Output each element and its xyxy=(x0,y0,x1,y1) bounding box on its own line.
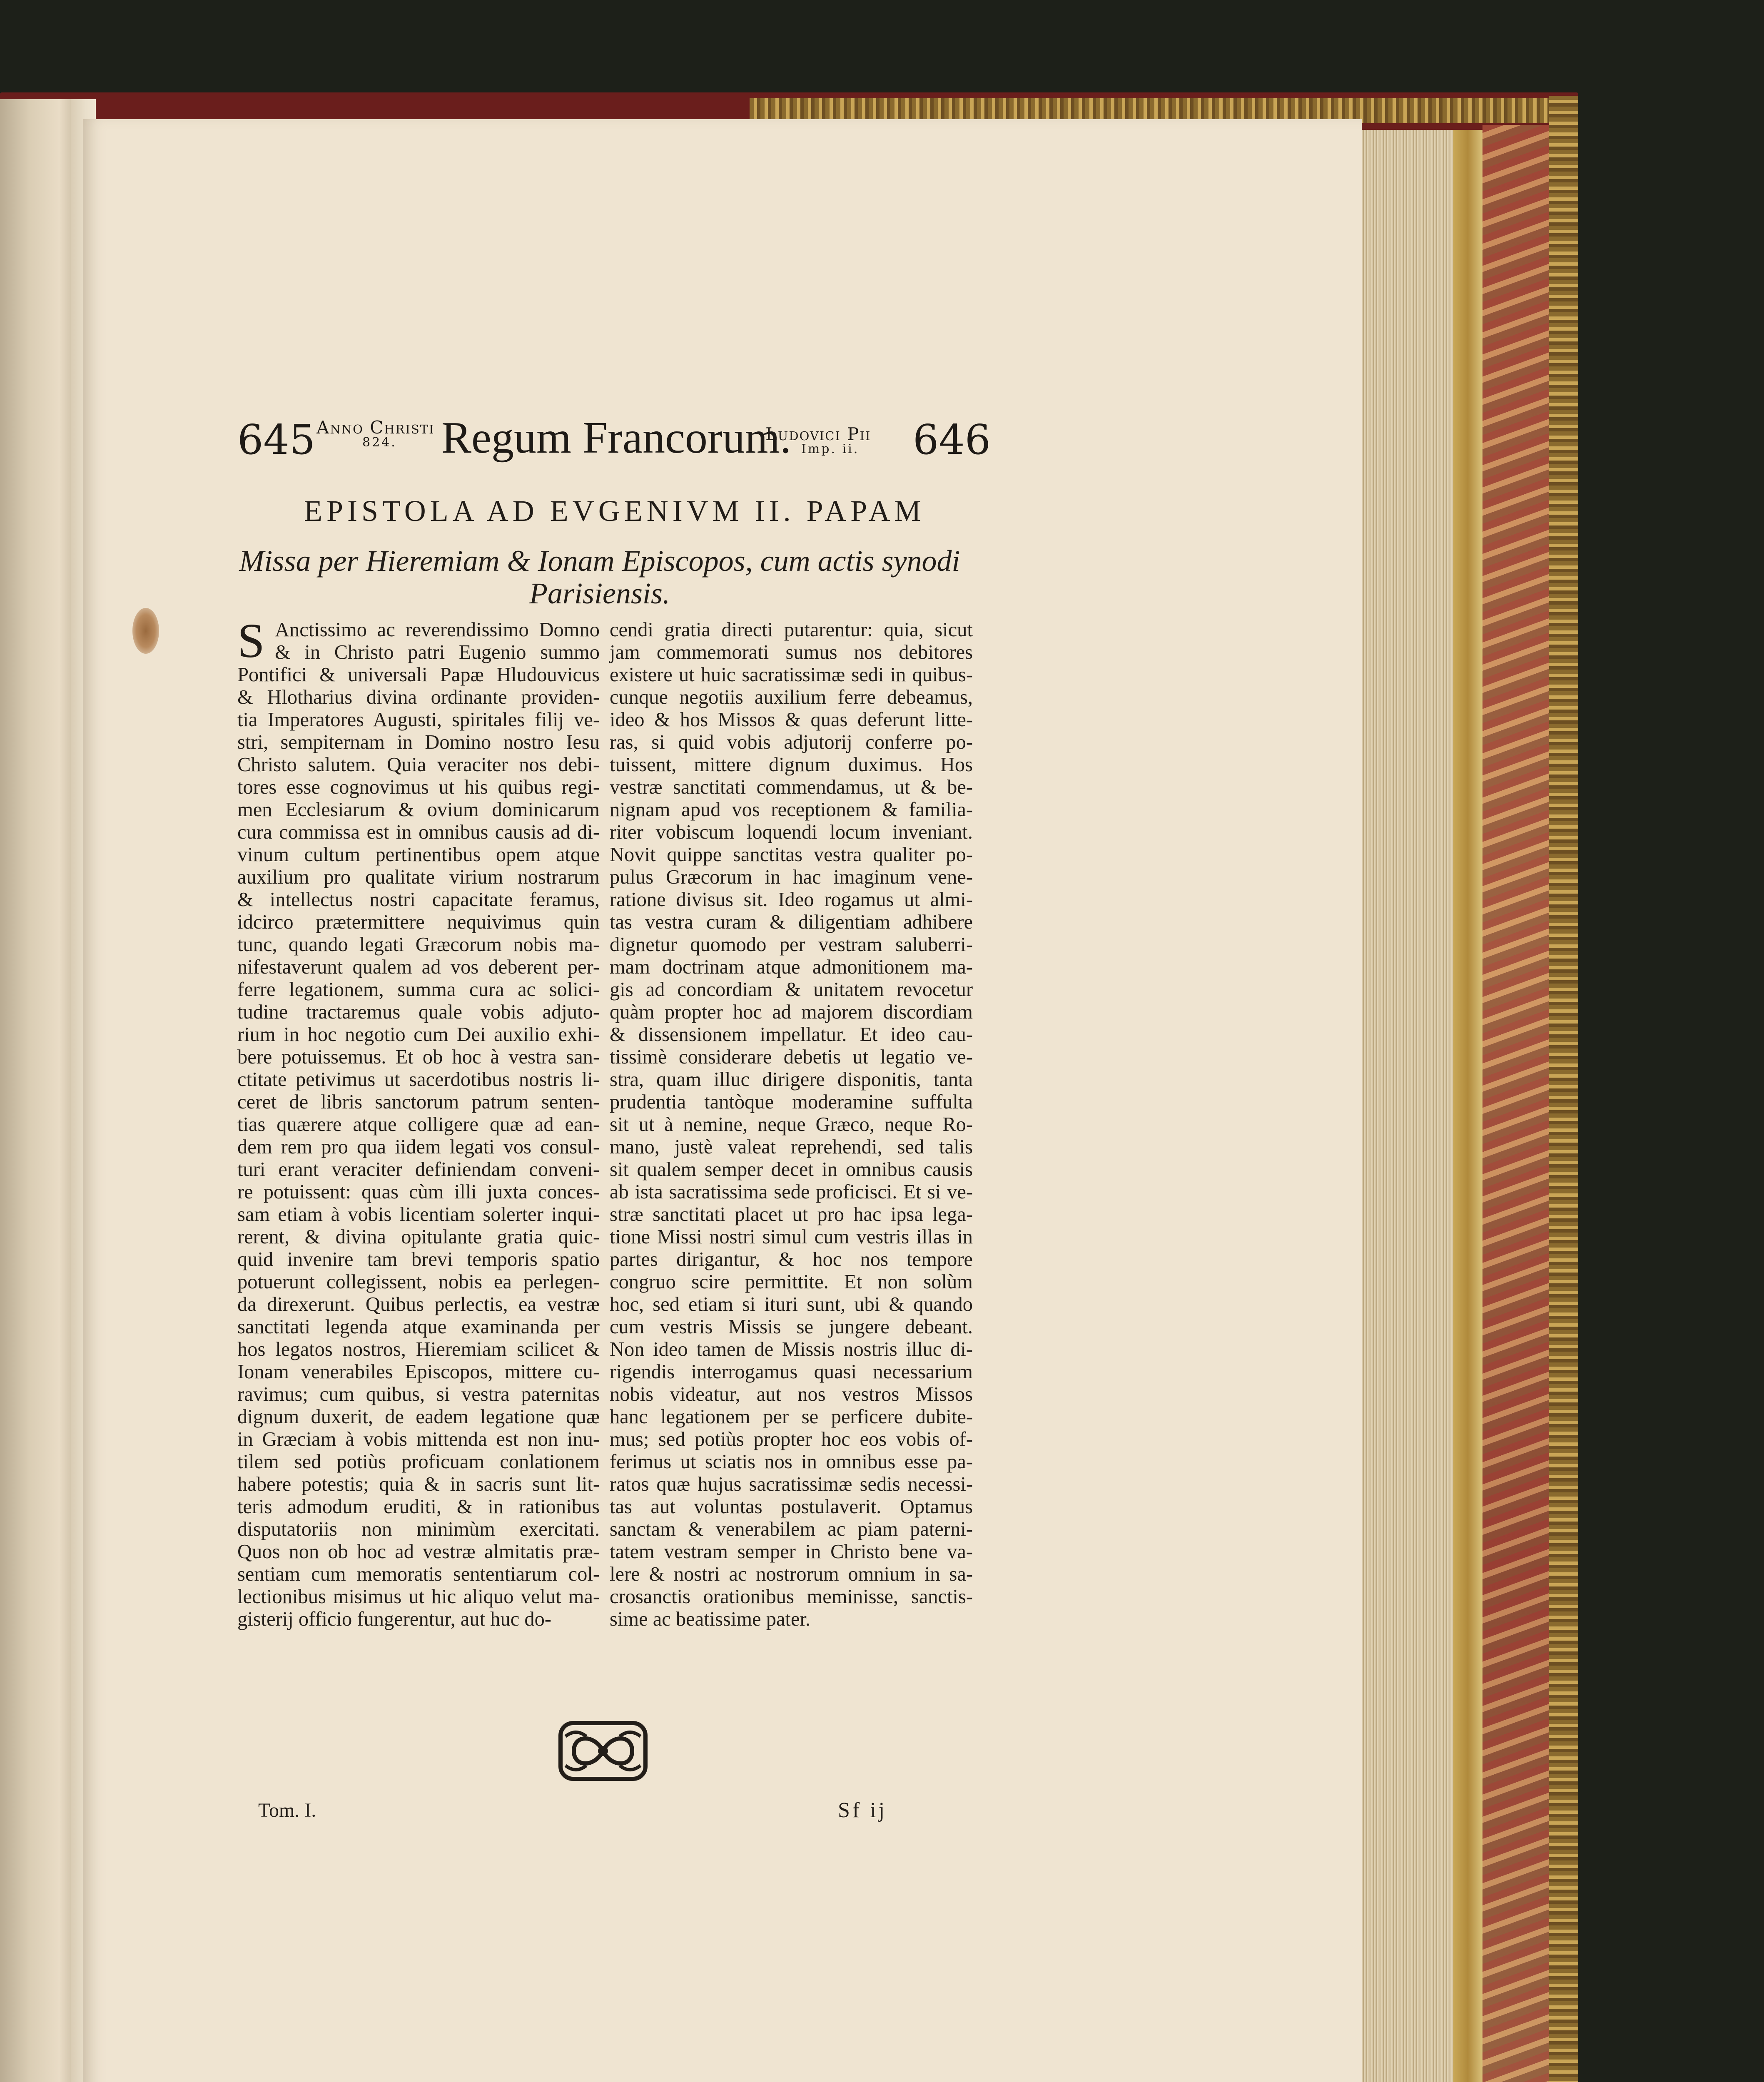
text-line: riter vobiscum loquendi locum inveniant. xyxy=(610,821,973,843)
text-line: stra, quam illuc dirigere disponitis, tanta xyxy=(610,1068,973,1091)
text-line: vinum cultum pertinentibus opem atque xyxy=(237,844,600,866)
text-line: Pontifici & universali Papæ Hludouvicus xyxy=(237,664,600,686)
page-edge-stack xyxy=(1362,130,1482,2082)
right-text-column xyxy=(610,619,973,1631)
running-title: Regum Francorum. xyxy=(441,413,791,463)
marbled-endpaper xyxy=(1482,125,1549,2082)
text-line: mus; sed potiùs propter hoc eos vobis of- xyxy=(610,1428,973,1450)
left-text-column xyxy=(237,613,600,1631)
text-line: Quos non ob hoc ad vestræ almitatis præ- xyxy=(237,1541,600,1563)
text-line: hos legatos nostros, Hieremiam scilicet & xyxy=(237,1338,600,1360)
text-line: & intellectus nostri capacitate feramus, xyxy=(237,889,600,911)
epistle-heading: EPISTOLA AD EVGENIVM II. PAPAM xyxy=(304,494,925,528)
text-line: quàm propter hoc ad majorem discordiam xyxy=(610,1001,973,1023)
text-line: tores esse cognovimus ut his quibus regi- xyxy=(237,776,600,798)
text-line: sit ut à nemine, neque Græco, neque Ro- xyxy=(610,1113,973,1136)
text-line: nifestaverunt qualem ad vos deberent per- xyxy=(237,956,600,978)
text-line: ferimus ut sciatis nos in omnibus esse pa- xyxy=(610,1451,973,1473)
text-line: potuerunt collegissent, nobis ea perlegen- xyxy=(237,1271,600,1293)
text-line: nignam apud vos receptionem & familia- xyxy=(610,799,973,821)
text-line: Christo salutem. Quia veraciter nos debi- xyxy=(237,754,600,776)
text-line: ferre legationem, summa cura ac solici- xyxy=(237,979,600,1001)
text-line: existere ut huic sacratissimæ sedi in quibus- xyxy=(610,664,973,686)
text-line: gis ad concordiam & unitatem revocetur xyxy=(610,979,973,1001)
text-line: tudine tractaremus quale vobis adjuto- xyxy=(237,1001,600,1023)
text-line: cura commissa est in omnibus causis ad di- xyxy=(237,821,600,843)
text-line: stri, sempiternam in Domino nostro Iesu xyxy=(237,731,600,753)
text-line: Anctissimo ac reverendissimo Domno xyxy=(275,619,600,641)
text-line: congruo scire permittite. Et non solùm xyxy=(610,1271,973,1293)
text-line: quid invenire tam brevi temporis spatio xyxy=(237,1248,600,1270)
text-line: ratos quæ hujus sacratissimæ sedis necessi- xyxy=(610,1473,973,1495)
text-line: men Ecclesiarum & ovium dominicarum xyxy=(237,799,600,821)
text-line: in Græciam à vobis mittenda est non inu- xyxy=(237,1428,600,1450)
text-line: hanc legationem per se perficere dubite- xyxy=(610,1406,973,1428)
text-line: tilem sed potiùs proficuam conlationem xyxy=(237,1451,600,1473)
left-running-label xyxy=(316,417,435,450)
text-line: tia Imperatores Augusti, spiritales filij ve- xyxy=(237,709,600,731)
epistle-subheading: Missa per Hieremiam & Ionam Episcopos, cum actis synodi Parisiensis. xyxy=(239,544,960,610)
text-line: dem rem pro qua iidem legati vos consul- xyxy=(237,1136,600,1158)
left-folio-number: 645 xyxy=(237,416,316,464)
year-label: 824. xyxy=(362,435,397,450)
ludovici-pii-label: Ludovici Pii xyxy=(765,424,871,444)
text-line: re potuissent: quas cùm illi juxta conces- xyxy=(237,1181,600,1203)
text-line: cum vestris Missis se jungere debeant. xyxy=(610,1316,973,1338)
text-line: rigendis interrogamus quasi necessarium xyxy=(610,1361,973,1383)
text-line: sime ac beatissime pater. xyxy=(610,1608,811,1630)
gilt-border-right xyxy=(1549,96,1578,2082)
text-line: da direxerunt. Quibus perlectis, ea vestræ xyxy=(237,1293,600,1315)
fleuron-ornament-icon xyxy=(557,1720,649,1782)
drop-cap: S xyxy=(237,613,265,668)
text-line: idcirco prætermittere nequivimus quin xyxy=(237,911,600,933)
text-line: vestræ sanctitati commendamus, ut & be- xyxy=(610,776,973,798)
text-line: Non ideo tamen de Missis nostris illuc di- xyxy=(610,1338,973,1360)
text-line: hoc, sed etiam si ituri sunt, ubi & quando xyxy=(610,1293,973,1315)
text-line: partes dirigantur, & hoc nos tempore xyxy=(610,1248,973,1270)
text-line: dignetur quomodo per vestram saluberri- xyxy=(610,934,973,956)
text-line: ravimus; cum quibus, si vestra paternitas xyxy=(237,1383,600,1405)
text-line: sentiam cum memoratis sententiarum col- xyxy=(237,1563,600,1585)
text-line: sam etiam à vobis licentiam solerter inqui- xyxy=(237,1203,600,1225)
text-line: stræ sanctitati placet ut pro hac ipsa lega- xyxy=(610,1203,973,1225)
text-line: dignum duxerit, de eadem legatione quæ xyxy=(237,1406,600,1428)
gathering-signature: Sf ij xyxy=(838,1798,887,1822)
text-line: prudentia tantòque moderamine suffulta xyxy=(610,1091,973,1113)
text-line: rerent, & divina opitulante gratia quic- xyxy=(237,1226,600,1248)
text-line: cunque negotiis auxilium ferre debeamus, xyxy=(610,686,973,708)
text-line: gisterij officio fungerentur, aut huc do- xyxy=(237,1608,552,1630)
tome-signature: Tom. I. xyxy=(258,1799,316,1821)
text-line: tione Missi nostri simul cum vestris illas in xyxy=(610,1226,973,1248)
text-line: tunc, quando legati Græcorum nobis ma- xyxy=(237,934,600,956)
text-line: ceret de libris sanctorum patrum senten- xyxy=(237,1091,600,1113)
right-running-label xyxy=(765,424,871,456)
text-line: jam commemorati sumus nos debitores xyxy=(610,641,973,663)
text-line: ctitate petivimus ut sacerdotibus nostris li- xyxy=(237,1068,600,1091)
text-line: Novit quippe sanctitas vestra qualiter po- xyxy=(610,844,973,866)
text-line: mam doctrinam atque admonitionem ma- xyxy=(610,956,973,978)
page-stain xyxy=(132,608,159,654)
text-line: ras, si quid vobis adjutorij conferre po- xyxy=(610,731,973,753)
text-line: lectionibus misimus ut hic aliquo velut ma- xyxy=(237,1586,600,1608)
text-line: cendi gratia directi putarentur: quia, sicut xyxy=(610,619,973,641)
text-line: ideo & hos Missos & quas deferunt litte- xyxy=(610,709,973,731)
text-line: rium in hoc negotio cum Dei auxilio exhi- xyxy=(237,1024,600,1046)
imperial-year-label: Imp. ii. xyxy=(801,442,860,456)
text-line: & in Christo patri Eugenio summo xyxy=(275,641,600,663)
text-line: ratione divisus sit. Ideo rogamus ut almi- xyxy=(610,889,973,911)
text-line: teris admodum eruditi, & in rationibus xyxy=(237,1496,600,1518)
text-line: lere & nostri ac nostrorum omnium in sa- xyxy=(610,1563,973,1585)
text-line: sit qualem semper decet in omnibus causis xyxy=(610,1158,973,1180)
text-line: tuissent, mittere dignum duximus. Hos xyxy=(610,754,973,776)
text-line: auxilium pro qualitate virium nostrarum xyxy=(237,866,600,888)
text-line: turi erant veraciter definiendam conveni- xyxy=(237,1158,600,1180)
text-line: tatem vestram semper in Christo bene va- xyxy=(610,1541,973,1563)
text-line: nobis videatur, aut nos vestros Missos xyxy=(610,1383,973,1405)
text-line: tas vestra curam & diligentiam adhibere xyxy=(610,911,973,933)
text-line: sanctam & venerabilem ac piam paterni- xyxy=(610,1518,973,1540)
text-line: tas aut voluntas postulaverit. Optamus xyxy=(610,1496,973,1518)
text-line: bere potuissemus. Et ob hoc à vestra san- xyxy=(237,1046,600,1068)
text-line: & dissensionem impellatur. Et ideo cau- xyxy=(610,1024,973,1046)
right-folio-number: 646 xyxy=(913,416,991,464)
text-line: ab ista sacratissima sede proficisci. Et si ve- xyxy=(610,1181,973,1203)
text-line: habere potestis; quia & in sacris sunt lit- xyxy=(237,1473,600,1495)
text-line: sanctitati legenda atque examinanda per xyxy=(237,1316,600,1338)
text-line: disputatoriis non minimùm exercitati. xyxy=(237,1518,600,1540)
left-page-edge xyxy=(0,99,74,2082)
text-line: Ionam venerabiles Episcopos, mittere cu- xyxy=(237,1361,600,1383)
text-line: tissimè considerare debetis ut legatio ve- xyxy=(610,1046,973,1068)
text-line: & Hlotharius divina ordinante providen- xyxy=(237,686,600,708)
text-line: mano, justè valeat reprehendi, sed talis xyxy=(610,1136,973,1158)
text-line: tias quærere atque colligere quæ ad ean- xyxy=(237,1113,600,1136)
text-line: crosanctis orationibus meminisse, sanctis- xyxy=(610,1586,973,1608)
anno-christi-label: Anno Christi xyxy=(316,417,435,438)
text-line: pulus Græcorum in hac imaginum vene- xyxy=(610,866,973,888)
